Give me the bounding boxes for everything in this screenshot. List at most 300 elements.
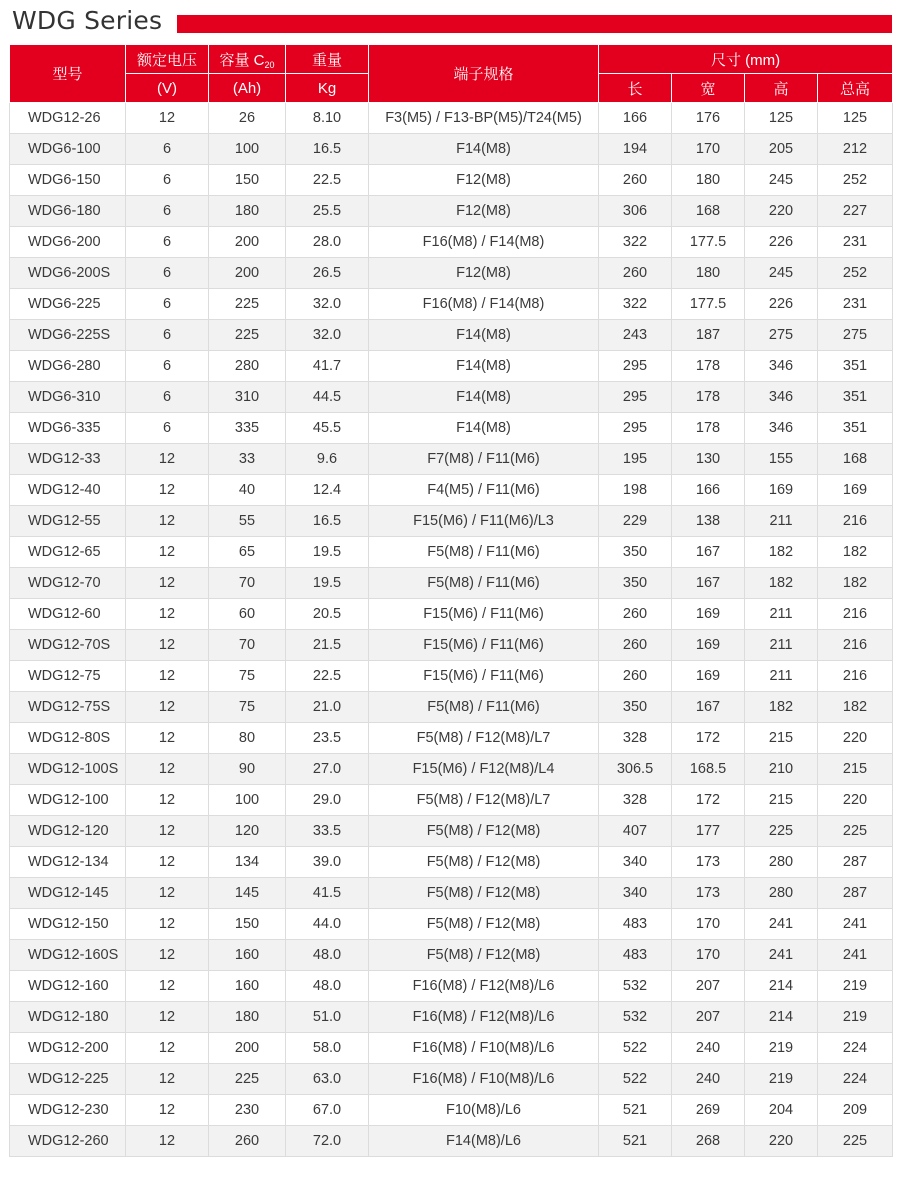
weight-cell: 45.5 (286, 413, 369, 444)
voltage-cell: 12 (126, 1002, 209, 1033)
page-title: WDG Series (12, 6, 163, 35)
height-cell: 215 (745, 723, 818, 754)
model-cell: WDG6-180 (10, 196, 126, 227)
voltage-cell: 6 (126, 196, 209, 227)
title-accent-bar (177, 15, 892, 33)
height-cell: 125 (745, 103, 818, 134)
height-cell: 226 (745, 227, 818, 258)
total-height-cell: 220 (818, 785, 893, 816)
total-height-cell: 351 (818, 351, 893, 382)
length-cell: 522 (599, 1064, 672, 1095)
length-cell: 521 (599, 1095, 672, 1126)
total-height-cell: 220 (818, 723, 893, 754)
table-row (10, 506, 893, 537)
header-model: 型号 (10, 45, 126, 103)
model-cell: WDG6-150 (10, 165, 126, 196)
model-cell: WDG12-180 (10, 1002, 126, 1033)
voltage-cell: 6 (126, 258, 209, 289)
total-height-cell: 168 (818, 444, 893, 475)
table-row (10, 816, 893, 847)
length-cell: 407 (599, 816, 672, 847)
table-row (10, 661, 893, 692)
length-cell: 350 (599, 537, 672, 568)
weight-cell: 41.7 (286, 351, 369, 382)
width-cell: 173 (672, 878, 745, 909)
weight-cell: 20.5 (286, 599, 369, 630)
total-height-cell: 351 (818, 382, 893, 413)
voltage-cell: 6 (126, 382, 209, 413)
length-cell: 322 (599, 227, 672, 258)
model-cell: WDG12-80S (10, 723, 126, 754)
width-cell: 172 (672, 785, 745, 816)
model-cell: WDG12-65 (10, 537, 126, 568)
total-height-cell: 231 (818, 289, 893, 320)
terminal-cell: F12(M8) (369, 258, 599, 289)
weight-cell: 48.0 (286, 940, 369, 971)
height-cell: 280 (745, 878, 818, 909)
header-weight-unit: Kg (286, 74, 369, 103)
total-height-cell: 224 (818, 1033, 893, 1064)
table-row (10, 351, 893, 382)
height-cell: 220 (745, 1126, 818, 1157)
header-capacity (209, 45, 286, 74)
capacity-cell: 280 (209, 351, 286, 382)
voltage-cell: 12 (126, 475, 209, 506)
weight-cell: 44.0 (286, 909, 369, 940)
width-cell: 177.5 (672, 227, 745, 258)
model-cell: WDG12-70S (10, 630, 126, 661)
height-cell: 245 (745, 165, 818, 196)
table-row (10, 475, 893, 506)
voltage-cell: 12 (126, 909, 209, 940)
model-cell: WDG6-225S (10, 320, 126, 351)
total-height-cell: 219 (818, 1002, 893, 1033)
length-cell: 195 (599, 444, 672, 475)
table-row (10, 134, 893, 165)
width-cell: 207 (672, 971, 745, 1002)
terminal-cell: F12(M8) (369, 196, 599, 227)
height-cell: 182 (745, 692, 818, 723)
terminal-cell: F15(M6) / F11(M6)/L3 (369, 506, 599, 537)
height-cell: 215 (745, 785, 818, 816)
table-row (10, 630, 893, 661)
capacity-cell: 200 (209, 258, 286, 289)
model-cell: WDG6-310 (10, 382, 126, 413)
table-row (10, 1095, 893, 1126)
weight-cell: 12.4 (286, 475, 369, 506)
length-cell: 166 (599, 103, 672, 134)
terminal-cell: F5(M8) / F12(M8) (369, 847, 599, 878)
weight-cell: 23.5 (286, 723, 369, 754)
voltage-cell: 12 (126, 1095, 209, 1126)
table-row (10, 971, 893, 1002)
table-row (10, 940, 893, 971)
total-height-cell: 241 (818, 940, 893, 971)
height-cell: 241 (745, 940, 818, 971)
header-size: 尺寸 (mm) (599, 45, 893, 74)
width-cell: 187 (672, 320, 745, 351)
height-cell: 346 (745, 382, 818, 413)
table-row (10, 1126, 893, 1157)
height-cell: 210 (745, 754, 818, 785)
voltage-cell: 6 (126, 320, 209, 351)
capacity-cell: 80 (209, 723, 286, 754)
width-cell: 169 (672, 661, 745, 692)
terminal-cell: F5(M8) / F12(M8) (369, 940, 599, 971)
length-cell: 306 (599, 196, 672, 227)
terminal-cell: F5(M8) / F12(M8)/L7 (369, 785, 599, 816)
voltage-cell: 6 (126, 351, 209, 382)
voltage-cell: 12 (126, 103, 209, 134)
terminal-cell: F14(M8) (369, 413, 599, 444)
table-row (10, 413, 893, 444)
total-height-cell: 169 (818, 475, 893, 506)
capacity-cell: 260 (209, 1126, 286, 1157)
header-width: 宽 (672, 74, 745, 103)
terminal-cell: F5(M8) / F12(M8)/L7 (369, 723, 599, 754)
weight-cell: 58.0 (286, 1033, 369, 1064)
weight-cell: 29.0 (286, 785, 369, 816)
height-cell: 219 (745, 1033, 818, 1064)
model-cell: WDG12-150 (10, 909, 126, 940)
height-cell: 225 (745, 816, 818, 847)
terminal-cell: F14(M8) (369, 134, 599, 165)
terminal-cell: F5(M8) / F11(M6) (369, 537, 599, 568)
table-row (10, 103, 893, 134)
weight-cell: 32.0 (286, 289, 369, 320)
length-cell: 198 (599, 475, 672, 506)
voltage-cell: 12 (126, 878, 209, 909)
total-height-cell: 125 (818, 103, 893, 134)
terminal-cell: F5(M8) / F12(M8) (369, 816, 599, 847)
table-row (10, 785, 893, 816)
length-cell: 260 (599, 258, 672, 289)
capacity-cell: 200 (209, 1033, 286, 1064)
table-row (10, 165, 893, 196)
total-height-cell: 287 (818, 847, 893, 878)
terminal-cell: F5(M8) / F11(M6) (369, 692, 599, 723)
capacity-cell: 70 (209, 568, 286, 599)
voltage-cell: 6 (126, 413, 209, 444)
terminal-cell: F7(M8) / F11(M6) (369, 444, 599, 475)
terminal-cell: F14(M8) (369, 351, 599, 382)
voltage-cell: 12 (126, 1033, 209, 1064)
capacity-cell: 335 (209, 413, 286, 444)
terminal-cell: F16(M8) / F10(M8)/L6 (369, 1064, 599, 1095)
length-cell: 243 (599, 320, 672, 351)
width-cell: 167 (672, 568, 745, 599)
capacity-cell: 200 (209, 227, 286, 258)
header-total-height: 总高 (818, 74, 893, 103)
length-cell: 340 (599, 847, 672, 878)
table-row (10, 909, 893, 940)
capacity-cell: 90 (209, 754, 286, 785)
terminal-cell: F16(M8) / F12(M8)/L6 (369, 971, 599, 1002)
terminal-cell: F16(M8) / F14(M8) (369, 289, 599, 320)
table-row (10, 258, 893, 289)
total-height-cell: 231 (818, 227, 893, 258)
width-cell: 268 (672, 1126, 745, 1157)
capacity-cell: 70 (209, 630, 286, 661)
model-cell: WDG6-280 (10, 351, 126, 382)
height-cell: 211 (745, 661, 818, 692)
width-cell: 170 (672, 909, 745, 940)
height-cell: 280 (745, 847, 818, 878)
voltage-cell: 12 (126, 754, 209, 785)
length-cell: 322 (599, 289, 672, 320)
table-row (10, 537, 893, 568)
height-cell: 182 (745, 537, 818, 568)
capacity-cell: 65 (209, 537, 286, 568)
voltage-cell: 12 (126, 971, 209, 1002)
capacity-cell: 160 (209, 971, 286, 1002)
voltage-cell: 12 (126, 661, 209, 692)
total-height-cell: 216 (818, 599, 893, 630)
height-cell: 182 (745, 568, 818, 599)
table-header (10, 45, 893, 103)
weight-cell: 51.0 (286, 1002, 369, 1033)
model-cell: WDG12-70 (10, 568, 126, 599)
table-row (10, 196, 893, 227)
height-cell: 211 (745, 599, 818, 630)
weight-cell: 25.5 (286, 196, 369, 227)
voltage-cell: 12 (126, 816, 209, 847)
width-cell: 207 (672, 1002, 745, 1033)
width-cell: 166 (672, 475, 745, 506)
table-row (10, 320, 893, 351)
model-cell: WDG12-200 (10, 1033, 126, 1064)
table-row (10, 444, 893, 475)
capacity-cell: 150 (209, 909, 286, 940)
terminal-cell: F12(M8) (369, 165, 599, 196)
length-cell: 260 (599, 599, 672, 630)
weight-cell: 16.5 (286, 134, 369, 165)
voltage-cell: 12 (126, 630, 209, 661)
total-height-cell: 241 (818, 909, 893, 940)
height-cell: 205 (745, 134, 818, 165)
length-cell: 340 (599, 878, 672, 909)
total-height-cell: 182 (818, 568, 893, 599)
capacity-cell: 145 (209, 878, 286, 909)
weight-cell: 21.0 (286, 692, 369, 723)
total-height-cell: 215 (818, 754, 893, 785)
weight-cell: 16.5 (286, 506, 369, 537)
capacity-cell: 75 (209, 692, 286, 723)
width-cell: 172 (672, 723, 745, 754)
weight-cell: 63.0 (286, 1064, 369, 1095)
total-height-cell: 216 (818, 630, 893, 661)
weight-cell: 72.0 (286, 1126, 369, 1157)
voltage-cell: 6 (126, 165, 209, 196)
model-cell: WDG6-100 (10, 134, 126, 165)
total-height-cell: 351 (818, 413, 893, 444)
voltage-cell: 12 (126, 692, 209, 723)
weight-cell: 22.5 (286, 661, 369, 692)
voltage-cell: 12 (126, 568, 209, 599)
weight-cell: 32.0 (286, 320, 369, 351)
width-cell: 173 (672, 847, 745, 878)
total-height-cell: 216 (818, 506, 893, 537)
height-cell: 155 (745, 444, 818, 475)
terminal-cell: F16(M8) / F10(M8)/L6 (369, 1033, 599, 1064)
width-cell: 240 (672, 1033, 745, 1064)
voltage-cell: 12 (126, 506, 209, 537)
model-cell: WDG12-160 (10, 971, 126, 1002)
terminal-cell: F14(M8)/L6 (369, 1126, 599, 1157)
total-height-cell: 225 (818, 816, 893, 847)
weight-cell: 44.5 (286, 382, 369, 413)
model-cell: WDG12-100S (10, 754, 126, 785)
model-cell: WDG12-134 (10, 847, 126, 878)
header-capacity-label: 容量 C (219, 51, 265, 69)
capacity-cell: 55 (209, 506, 286, 537)
weight-cell: 41.5 (286, 878, 369, 909)
capacity-cell: 225 (209, 1064, 286, 1095)
model-cell: WDG12-75 (10, 661, 126, 692)
height-cell: 220 (745, 196, 818, 227)
model-cell: WDG12-55 (10, 506, 126, 537)
voltage-cell: 12 (126, 1064, 209, 1095)
height-cell: 204 (745, 1095, 818, 1126)
total-height-cell: 252 (818, 258, 893, 289)
total-height-cell: 182 (818, 537, 893, 568)
height-cell: 275 (745, 320, 818, 351)
width-cell: 178 (672, 351, 745, 382)
weight-cell: 22.5 (286, 165, 369, 196)
width-cell: 178 (672, 413, 745, 444)
terminal-cell: F14(M8) (369, 320, 599, 351)
header-weight: 重量 (286, 45, 369, 74)
table-row (10, 568, 893, 599)
capacity-cell: 225 (209, 289, 286, 320)
total-height-cell: 212 (818, 134, 893, 165)
voltage-cell: 12 (126, 1126, 209, 1157)
header-length: 长 (599, 74, 672, 103)
terminal-cell: F15(M6) / F11(M6) (369, 630, 599, 661)
model-cell: WDG6-335 (10, 413, 126, 444)
model-cell: WDG12-60 (10, 599, 126, 630)
weight-cell: 39.0 (286, 847, 369, 878)
height-cell: 211 (745, 506, 818, 537)
model-cell: WDG12-160S (10, 940, 126, 971)
weight-cell: 21.5 (286, 630, 369, 661)
height-cell: 219 (745, 1064, 818, 1095)
height-cell: 245 (745, 258, 818, 289)
model-cell: WDG12-40 (10, 475, 126, 506)
capacity-cell: 225 (209, 320, 286, 351)
width-cell: 167 (672, 692, 745, 723)
capacity-cell: 180 (209, 1002, 286, 1033)
header-height: 高 (745, 74, 818, 103)
model-cell: WDG12-225 (10, 1064, 126, 1095)
header-voltage-unit: (V) (126, 74, 209, 103)
length-cell: 295 (599, 351, 672, 382)
length-cell: 521 (599, 1126, 672, 1157)
total-height-cell: 224 (818, 1064, 893, 1095)
total-height-cell: 209 (818, 1095, 893, 1126)
terminal-cell: F4(M5) / F11(M6) (369, 475, 599, 506)
model-cell: WDG6-200 (10, 227, 126, 258)
model-cell: WDG12-230 (10, 1095, 126, 1126)
height-cell: 241 (745, 909, 818, 940)
terminal-cell: F15(M6) / F12(M8)/L4 (369, 754, 599, 785)
width-cell: 176 (672, 103, 745, 134)
width-cell: 168 (672, 196, 745, 227)
total-height-cell: 225 (818, 1126, 893, 1157)
capacity-cell: 60 (209, 599, 286, 630)
capacity-cell: 230 (209, 1095, 286, 1126)
model-cell: WDG12-75S (10, 692, 126, 723)
title-row (0, 0, 900, 44)
model-cell: WDG12-33 (10, 444, 126, 475)
weight-cell: 33.5 (286, 816, 369, 847)
width-cell: 130 (672, 444, 745, 475)
table-row (10, 1002, 893, 1033)
width-cell: 177.5 (672, 289, 745, 320)
height-cell: 214 (745, 1002, 818, 1033)
weight-cell: 48.0 (286, 971, 369, 1002)
capacity-cell: 150 (209, 165, 286, 196)
voltage-cell: 12 (126, 940, 209, 971)
table-row (10, 382, 893, 413)
height-cell: 346 (745, 351, 818, 382)
total-height-cell: 287 (818, 878, 893, 909)
capacity-cell: 33 (209, 444, 286, 475)
terminal-cell: F3(M5) / F13-BP(M5)/T24(M5) (369, 103, 599, 134)
header-terminal: 端子规格 (369, 45, 599, 103)
terminal-cell: F16(M8) / F14(M8) (369, 227, 599, 258)
weight-cell: 9.6 (286, 444, 369, 475)
voltage-cell: 6 (126, 289, 209, 320)
table-row (10, 599, 893, 630)
total-height-cell: 252 (818, 165, 893, 196)
table-body (10, 103, 893, 1157)
length-cell: 295 (599, 382, 672, 413)
total-height-cell: 182 (818, 692, 893, 723)
width-cell: 169 (672, 599, 745, 630)
capacity-cell: 180 (209, 196, 286, 227)
length-cell: 194 (599, 134, 672, 165)
table-row (10, 723, 893, 754)
table-row (10, 1064, 893, 1095)
voltage-cell: 12 (126, 723, 209, 754)
voltage-cell: 12 (126, 537, 209, 568)
length-cell: 532 (599, 971, 672, 1002)
width-cell: 138 (672, 506, 745, 537)
width-cell: 170 (672, 940, 745, 971)
header-capacity-unit: (Ah) (209, 74, 286, 103)
length-cell: 295 (599, 413, 672, 444)
length-cell: 260 (599, 165, 672, 196)
table-row (10, 754, 893, 785)
weight-cell: 67.0 (286, 1095, 369, 1126)
length-cell: 260 (599, 630, 672, 661)
model-cell: WDG6-225 (10, 289, 126, 320)
capacity-cell: 120 (209, 816, 286, 847)
voltage-cell: 12 (126, 599, 209, 630)
total-height-cell: 219 (818, 971, 893, 1002)
table-row (10, 227, 893, 258)
length-cell: 483 (599, 909, 672, 940)
capacity-cell: 134 (209, 847, 286, 878)
terminal-cell: F15(M6) / F11(M6) (369, 599, 599, 630)
width-cell: 168.5 (672, 754, 745, 785)
capacity-cell: 100 (209, 134, 286, 165)
table-row (10, 847, 893, 878)
weight-cell: 8.10 (286, 103, 369, 134)
capacity-cell: 26 (209, 103, 286, 134)
header-voltage: 额定电压 (126, 45, 209, 74)
